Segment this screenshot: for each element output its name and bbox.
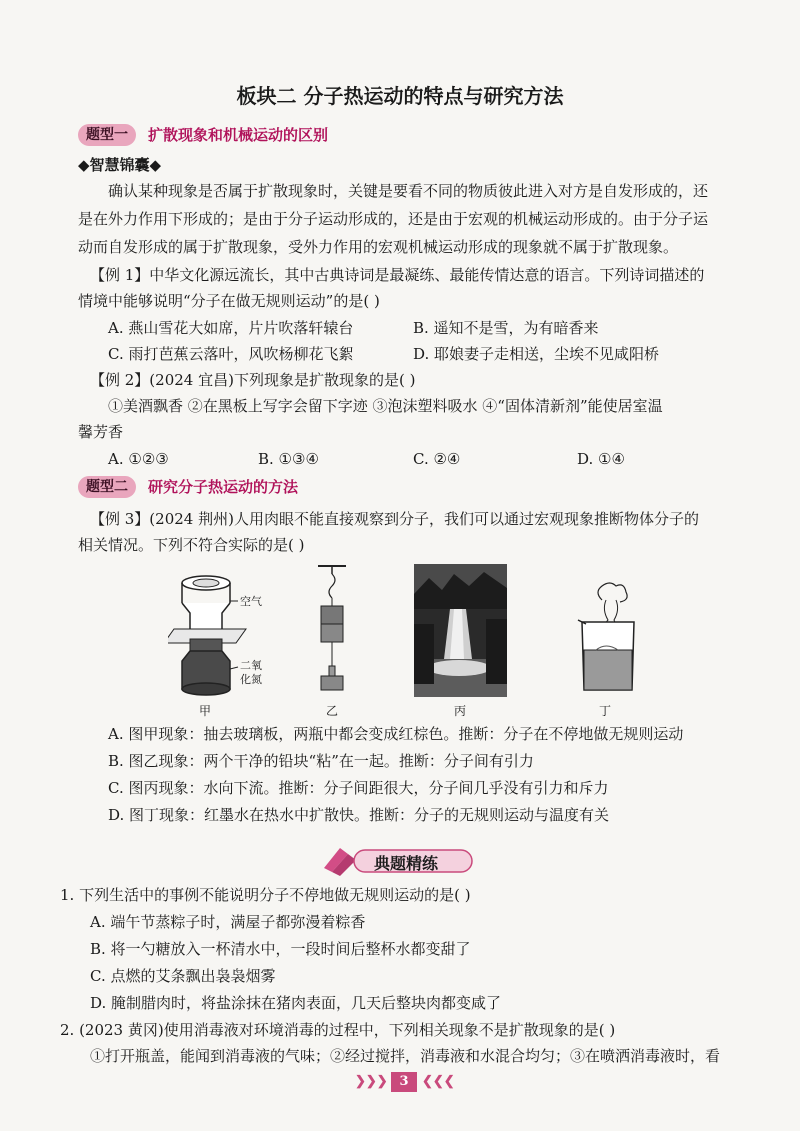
page-arrows-right: ❮❮❮ [422, 1074, 455, 1089]
figure-yi-lead-blocks [312, 562, 352, 702]
figure-label-no2-1: 二氧 [240, 659, 262, 672]
ex2-question-line-1: 【例 2】(2024 宜昌)下列现象是扩散现象的是( ) [90, 371, 416, 389]
ex3-option-b: B. 图乙现象：两个干净的铅块“粘”在一起。推断：分子间有引力 [108, 752, 534, 770]
ex2-option-d: D. ①④ [577, 450, 625, 468]
p1-question: 1. 下列生活中的事例不能说明分子不停地做无规则运动的是( ) [60, 886, 471, 904]
figure-label-jia: 甲 [198, 704, 211, 718]
ex1-option-b: B. 遥知不是雪，为有暗香来 [413, 319, 599, 337]
page-arrows-left: ❯❯❯ [355, 1074, 388, 1089]
section-header [318, 842, 478, 876]
p1-option-c: C. 点燃的艾条飘出袅袅烟雾 [90, 967, 276, 985]
tips-line-2: 是在外力作用下形成的；是由于分子运动形成的，还是由于宏观的机械运动形成的。由于分子运 [78, 210, 709, 228]
figure-bing-waterfall [414, 564, 507, 697]
ex2-question-line-3: 馨芳香 [78, 423, 124, 441]
type-badge-1: 题型一 [78, 124, 136, 146]
figure-label-ding: 丁 [598, 704, 611, 718]
ex1-option-d: D. 耶娘妻子走相送，尘埃不见咸阳桥 [413, 345, 660, 363]
figure-label-bing: 丙 [453, 704, 466, 718]
page-title: 板块二 分子热运动的特点与研究方法 [236, 84, 564, 108]
ex3-question-line-2: 相关情况。下列不符合实际的是( ) [78, 536, 305, 554]
p2-question: 2. (2023 黄冈)使用消毒液对环境消毒的过程中，下列相关现象不是扩散现象的是( ) [60, 1021, 616, 1039]
section-title: 典题精练 [374, 854, 439, 873]
page-number: 3 [391, 1072, 417, 1092]
ex3-question-line-1: 【例 3】(2024 荆州)人用肉眼不能直接观察到分子，我们可以通过宏观现象推断物体分子的 [90, 510, 699, 528]
tips-line-1: 确认某种现象是否属于扩散现象时，关键是要看不同的物质彼此进入对方是自发形成的，还 [108, 182, 709, 200]
ex3-option-a: A. 图甲现象：抽去玻璃板，两瓶中都会变成红棕色。推断：分子在不停地做无规则运动 [108, 725, 684, 743]
tips-heading: ◆智慧锦囊◆ [78, 156, 162, 174]
figure-label-no2-2: 化氮 [240, 673, 262, 686]
ex1-option-c: C. 雨打芭蕉云落叶，风吹杨柳花飞絮 [108, 345, 354, 363]
p1-option-d: D. 腌制腊肉时，将盐涂抹在猪肉表面，几天后整块肉都变咸了 [90, 994, 502, 1012]
ex2-question-line-2: ①美酒飘香 ②在黑板上写字会留下字迹 ③泡沫塑料吸水 ④“固体清新剂”能使居室温 [108, 397, 663, 415]
tips-line-3: 动而自发形成的属于扩散现象，受外力作用的宏观机械运动形成的现象就不属于扩散现象。 [78, 238, 679, 256]
type-badge-2: 题型二 [78, 476, 136, 498]
type-title-2: 研究分子热运动的方法 [148, 478, 299, 496]
ex3-option-c: C. 图丙现象：水向下流。推断：分子间距很大，分子间几乎没有引力和斥力 [108, 779, 609, 797]
p1-option-b: B. 将一勺糖放入一杯清水中，一段时间后整杯水都变甜了 [90, 940, 471, 958]
ex2-option-c: C. ②④ [413, 450, 461, 468]
ex2-option-a: A. ①②③ [108, 450, 169, 468]
p2-question-line-2: ①打开瓶盖，能闻到消毒液的气味；②经过搅拌，消毒液和水混合均匀；③在喷洒消毒液时，看 [90, 1047, 721, 1065]
ex3-option-d: D. 图丁现象：红墨水在热水中扩散快。推断：分子的无规则运动与温度有关 [108, 806, 610, 824]
ex1-option-a: A. 燕山雪花大如席，片片吹落轩辕台 [108, 319, 354, 337]
ex2-option-b: B. ①③④ [258, 450, 319, 468]
figure-ding-beaker [572, 570, 644, 700]
figure-label-yi: 乙 [325, 704, 338, 718]
figure-label-air: 空气 [240, 595, 262, 608]
p1-option-a: A. 端午节蒸粽子时，满屋子都弥漫着粽香 [90, 913, 366, 931]
type-title-1: 扩散现象和机械运动的区别 [148, 126, 329, 144]
ex1-question-line-1: 【例 1】中华文化源远流长，其中古典诗词是最凝练、最能传情达意的语言。下列诗词描述的 [90, 266, 705, 284]
ex1-question-line-2: 情境中能够说明“分子在做无规则运动”的是( ) [78, 292, 380, 310]
